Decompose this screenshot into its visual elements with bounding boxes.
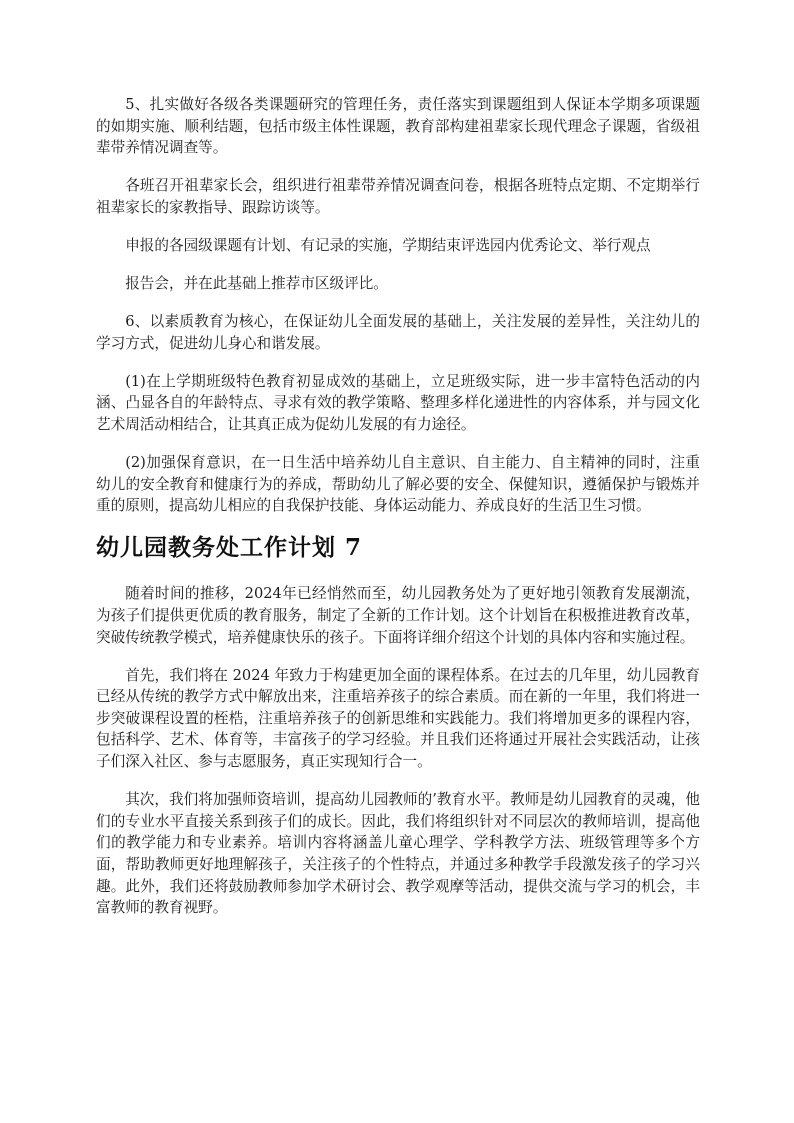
paragraph: 其次，我们将加强师资培训，提高幼儿园教师的’教育水平。教师是幼儿园教育的灵魂，他们的专业水平直接关系到孩子们的成长。因此，我们将组织针对不同层次的教师培训，提高他们的教学能力和专业素养。培训内容将涵盖儿童心理学、学科教学方法、班级管理等多个方面，帮助教师更好地理解孩子，关注孩子的个性特点，并通过多种教学手段激发孩子的学习兴趣。此外，我们还将鼓励教师参加学术研讨会、教学观摩等活动，提供交流与学习的机会，丰富教师的教育视野。 — [96, 791, 700, 917]
paragraph: 申报的各园级课题有计划、有记录的实施，学期结束评选园内优秀论文、举行观点 — [125, 236, 651, 254]
paragraph: 5、扎实做好各级各类课题研究的管理任务，责任落实到课题组到人保证本学期多项课题的如期实施、顺利结题，包括市级主体性课题，教育部构建祖辈家长现代理念子课题，省级祖辈带养情况调查等。 — [96, 96, 700, 157]
paragraph: 6、以素质教育为核心，在保证幼儿全面发展的基础上，关注发展的差异性，关注幼儿的学习方式，促进幼儿身心和谐发展。 — [96, 313, 700, 352]
paragraph: (1)在上学期班级特色教育初显成效的基础上，立足班级实际，进一步丰富特色活动的内涵、凸显各自的年龄特点、寻求有效的教学策略、整理多样化递进性的内容体系，并与园文化艺术周活动相结合，让其真正成为促幼儿发展的有力途径。 — [96, 372, 700, 434]
paragraph: (2)加强保育意识，在一日生活中培养幼儿自主意识、自主能力、自主精神的同时，注重幼儿的安全教育和健康行为的养成，帮助幼儿了解必要的安全、保健知识，遵循保护与锻炼并重的原则，提高幼儿相应的自我保护技能、身体运动能力、养成良好的生活卫生习惯。 — [96, 454, 700, 515]
section-heading: 幼儿园教务处工作计划 7 — [96, 534, 363, 562]
paragraph: 随着时间的推移，2024年已经悄然而至，幼儿园教务处为了更好地引领教育发展潮流，为孩子们提供更优质的教育服务，制定了全新的工作计划。这个计划旨在积极推进教育改革，突破传统教学模式，培养健康快乐的孩子。下面将详细介绍这个计划的具体内容和实施过程。 — [96, 585, 700, 646]
paragraph: 报告会，并在此基础上推荐市区级评比。 — [125, 275, 388, 293]
paragraph: 各班召开祖辈家长会，组织进行祖辈带养情况调查问卷，根据各班特点定期、不定期举行祖辈家长的家教指导、跟踪访谈等。 — [96, 177, 700, 216]
document-page — [96, 94, 700, 935]
paragraph: 首先，我们将在 2024 年致力于构建更加全面的课程体系。在过去的几年里，幼儿园教育已经从传统的教学方式中解放出来，注重培养孩子的综合素质。而在新的一年里，我们将进一步突破课程设置的桎梏，注重培养孩子的创新思维和实践能力。我们将增加更多的课程内容，包括科学、艺术、体育等，丰富孩子的学习经验。并且我们还将通过开展社会实践活动，让孩子们深入社区、参与志愿服务，真正实现知行合一。 — [96, 666, 700, 771]
